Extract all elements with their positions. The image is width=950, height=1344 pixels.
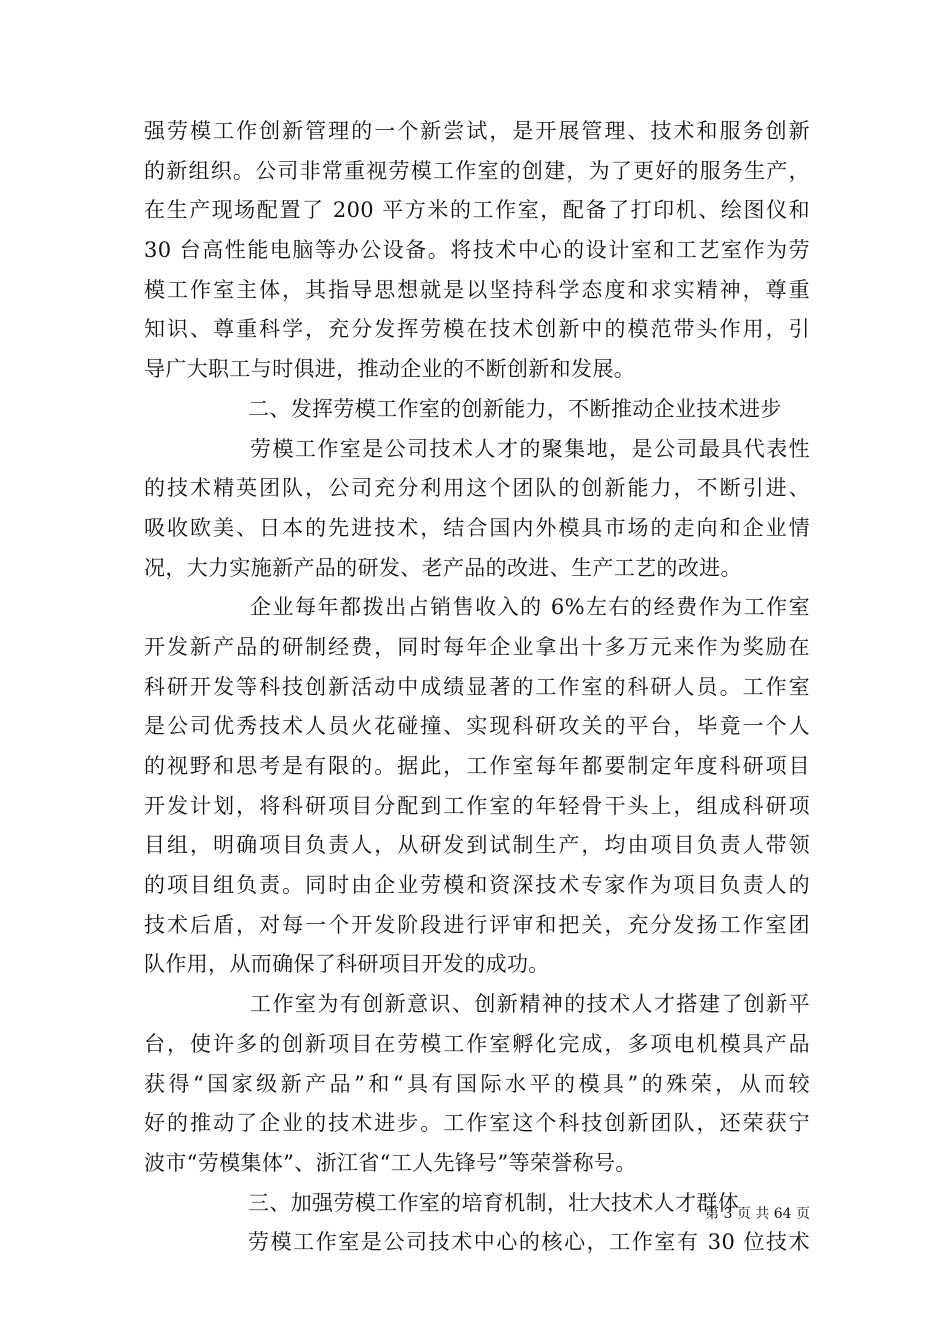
text-line: 况，大力实施新产品的研发、老产品的改进、生产工艺的改进。 (144, 555, 742, 580)
page-number-footer: 第 3 页 共 64 页 (705, 1206, 810, 1222)
text-line: 开发计划，将科研项目分配到工作室的年轻骨干头上，组成科研项 (144, 793, 810, 818)
text-line: 开发新产品的研制经费，同时每年企业拿出十多万元来作为奖励在 (144, 634, 810, 659)
text-line: 在生产现场配置了 200 平方米的工作室，配备了打印机、绘图仪和 (144, 198, 810, 223)
text-line: 强劳模工作创新管理的一个新尝试，是开展管理、技术和服务创新 (144, 119, 810, 143)
text-line: 波市“劳模集体”、浙江省“工人先锋号”等荣誉称号。 (144, 1150, 637, 1175)
document-body (144, 112, 810, 1263)
text-line: 是公司优秀技术人员火花碰撞、实现科研攻关的平台，毕竟一个人 (144, 714, 810, 739)
text-line: 的技术精英团队，公司充分利用这个团队的创新能力，不断引进、 (144, 476, 810, 501)
text-line: 劳模工作室是公司技术人才的聚集地，是公司最具代表性 (250, 436, 810, 461)
text-line: 队作用，从而确保了科研项目开发的成功。 (144, 952, 550, 977)
text-line: 企业每年都拨出占销售收入的 6%左右的经费作为工作室 (250, 595, 810, 620)
text-line: 工作室为有创新意识、创新精神的技术人才搭建了创新平 (250, 992, 810, 1017)
text-line: 吸收欧美、日本的先进技术，结合国内外模具市场的走向和企业情 (144, 515, 810, 540)
text-line: 导广大职工与时俱进，推动企业的不断创新和发展。 (144, 357, 636, 382)
text-line: 目组，明确项目负责人，从研发到试制生产，均由项目负责人带领 (144, 833, 810, 858)
text-line: 的新组织。公司非常重视劳模工作室的创建，为了更好的服务生产， (144, 158, 810, 183)
text-line: 科研开发等科技创新活动中成绩显著的工作室的科研人员。工作室 (144, 674, 810, 699)
text-line: 技术后盾，对每一个开发阶段进行评审和把关，充分发扬工作室团 (144, 912, 810, 937)
text-line: 知识、尊重科学，充分发挥劳模在技术创新中的模范带头作用，引 (144, 317, 810, 342)
text-line: 的项目组负责。同时由企业劳模和资深技术专家作为项目负责人的 (144, 873, 810, 898)
text-line: 的视野和思考是有限的。据此，工作室每年都要制定年度科研项目 (144, 754, 810, 778)
section-heading: 二、发挥劳模工作室的创新能力，不断推动企业技术进步 (248, 396, 782, 421)
text-line: 劳模工作室是公司技术中心的核心，工作室有 30 位技术 (248, 1230, 810, 1255)
text-line: 好的推动了企业的技术进步。工作室这个科技创新团队，还荣获宁 (144, 1111, 810, 1136)
text-line: 30 台高性能电脑等办公设备。将技术中心的设计室和工艺室作为劳 (144, 238, 810, 263)
text-line: 获得“国家级新产品”和“具有国际水平的模具”的殊荣，从而较 (144, 1071, 810, 1096)
section-heading: 三、加强劳模工作室的培育机制，壮大技术人才群体 (248, 1190, 740, 1215)
text-line: 台，使许多的创新项目在劳模工作室孵化完成，多项电机模具产品 (144, 1031, 810, 1056)
text-line: 模工作室主体，其指导思想就是以坚持科学态度和求实精神，尊重 (144, 277, 810, 302)
